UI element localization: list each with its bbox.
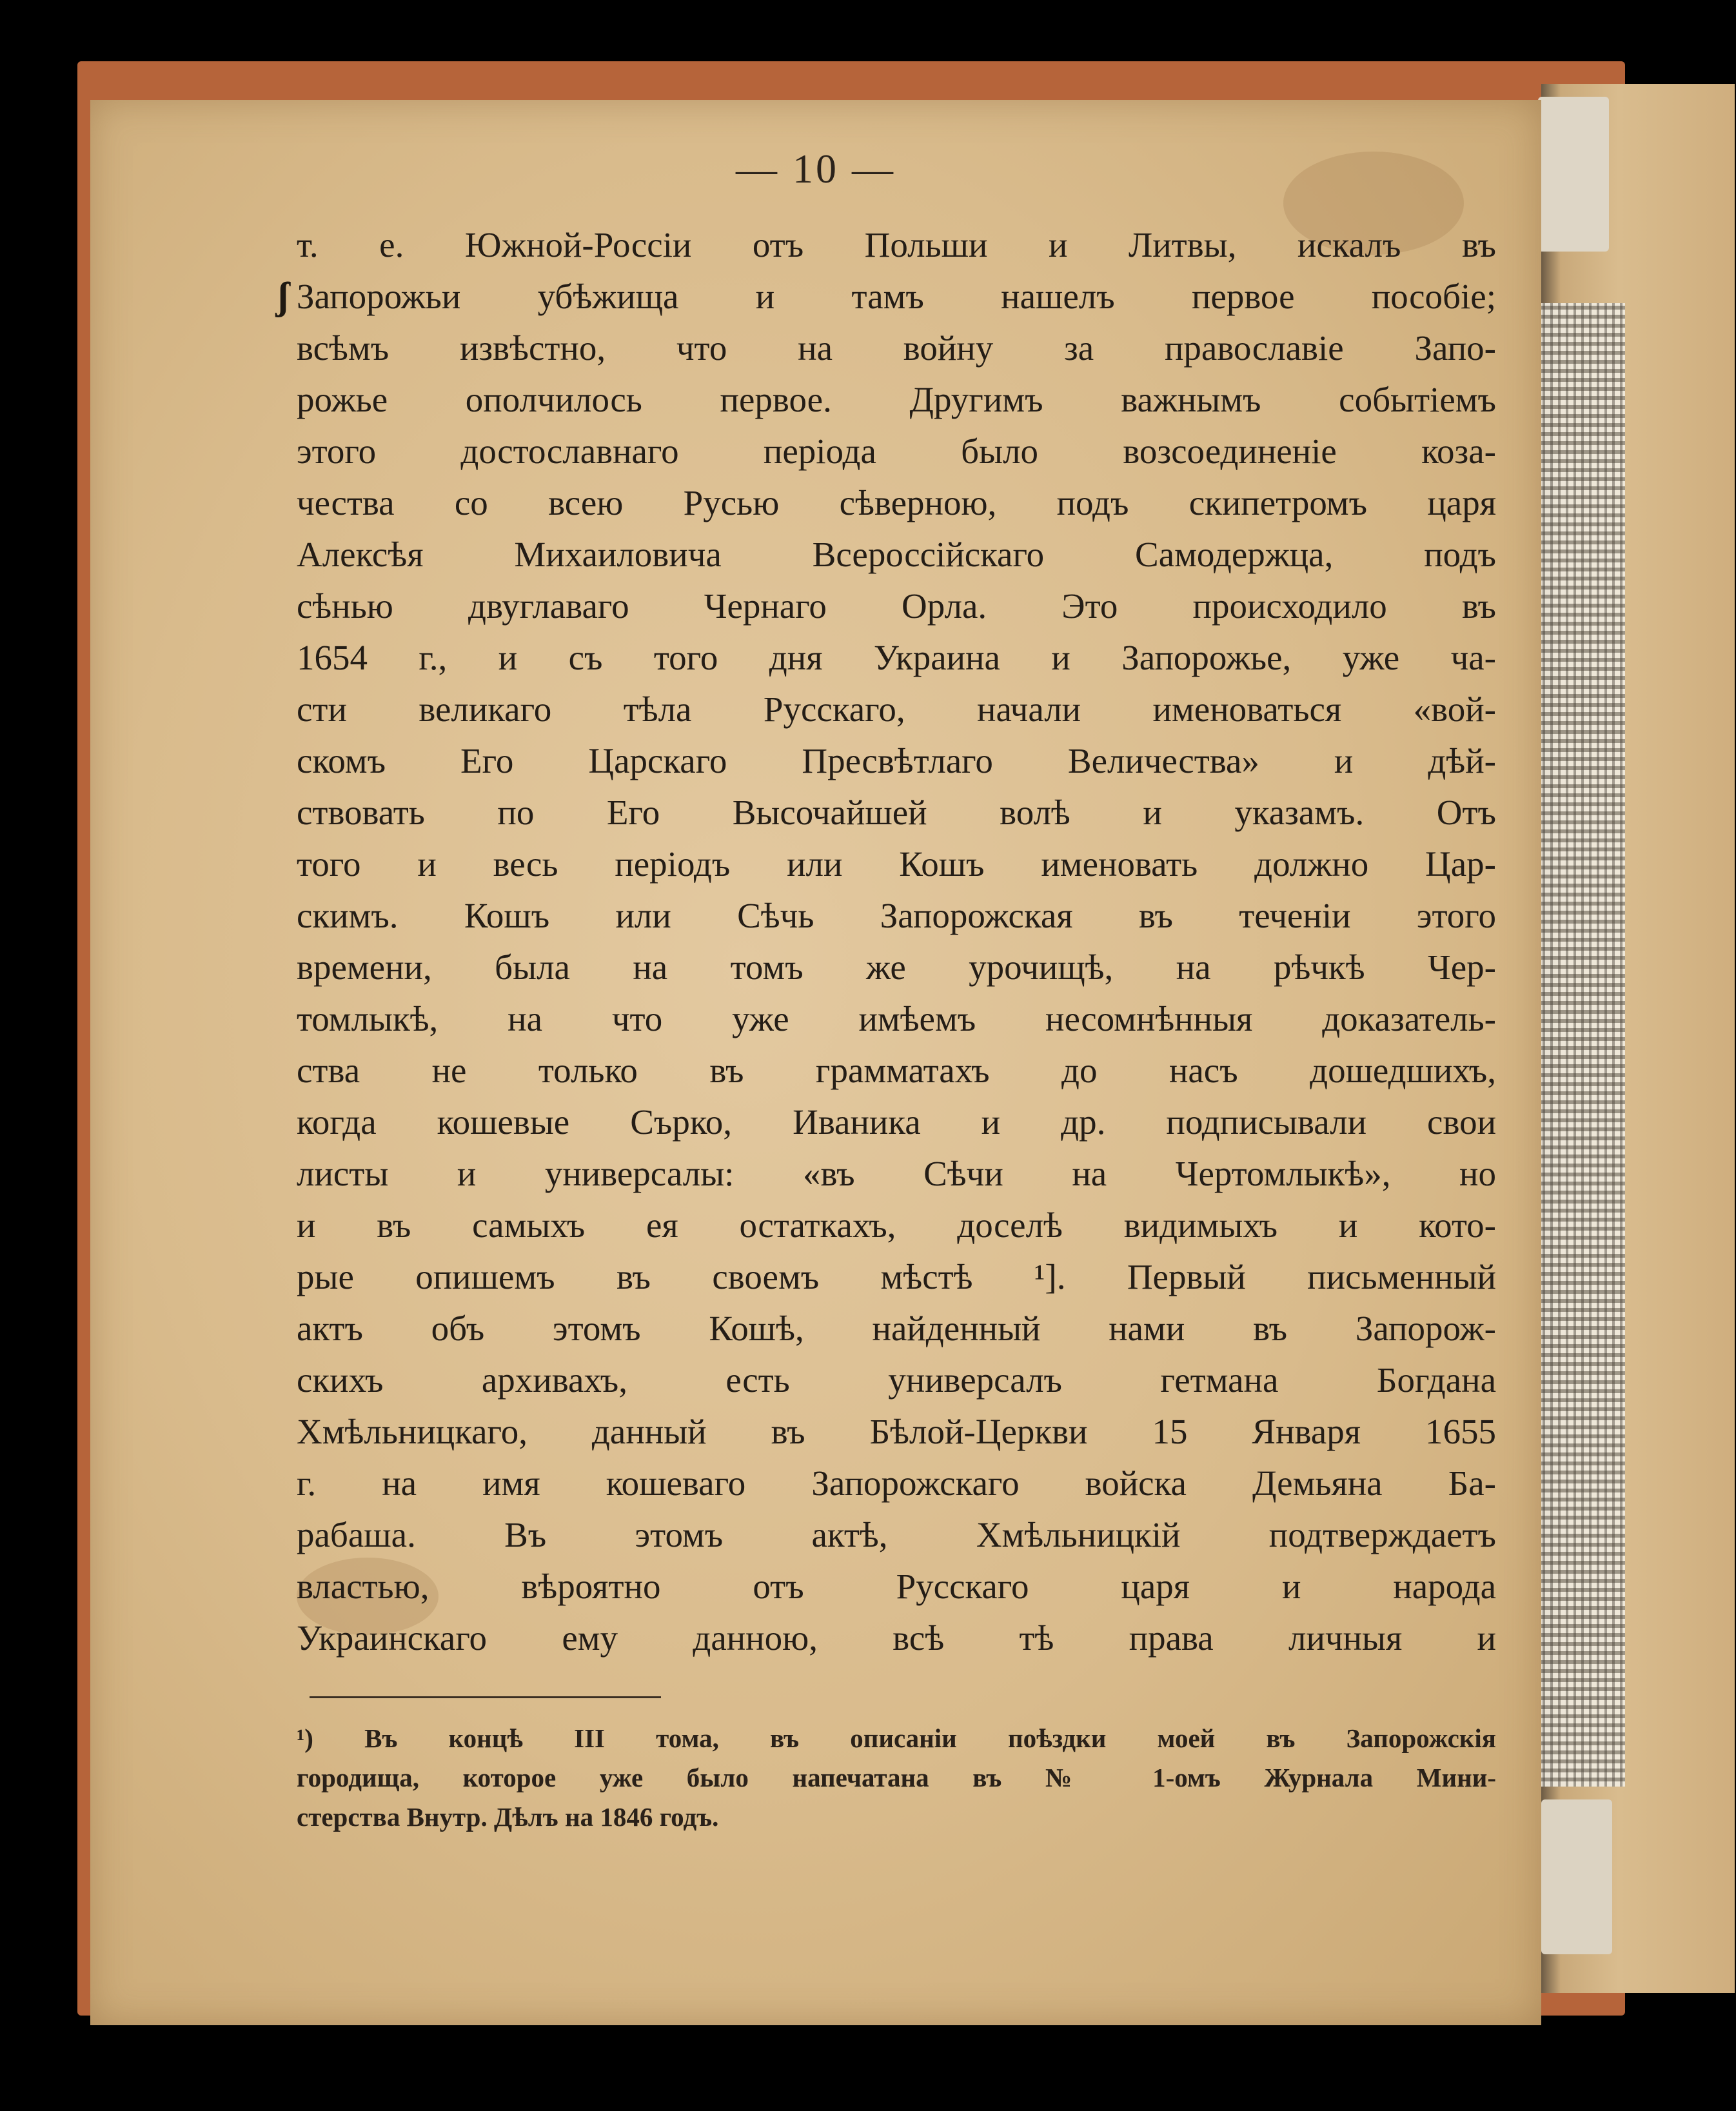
text-line: чества со всею Русью сѣверною, подъ скипетромъ царя: [297, 483, 1496, 522]
text-line: всѣмъ извѣстно, что на войну за православіе Запо-: [297, 328, 1496, 368]
text-line: сти великаго тѣла Русскаго, начали именоваться «вой-: [297, 689, 1496, 729]
page-number: — 10 —: [736, 146, 896, 192]
text-line: Хмѣльницкаго, данный въ Бѣлой-Церкви 15 Января 1655: [297, 1412, 1496, 1451]
text-line: того и весь періодъ или Кошъ именовать должно Цар-: [297, 844, 1496, 884]
text-line: этого достославнаго періода было возсоединеніе коза-: [297, 431, 1496, 471]
text-line: г. на имя кошеваго Запорожскаго войска Демьяна Ба-: [297, 1463, 1496, 1503]
text-line: т. е. Южной-Россіи отъ Польши и Литвы, искалъ въ: [297, 225, 1496, 264]
text-line: когда кошевые Сърко, Иваника и др. подписывали свои: [297, 1102, 1496, 1142]
spine-binding-top: [1538, 97, 1609, 252]
footnote-rule: [310, 1696, 661, 1698]
text-line: скимъ. Кошъ или Сѣчь Запорожская въ теченіи этого: [297, 896, 1496, 935]
text-line: скомъ Его Царскаго Пресвѣтлаго Величества» и дѣй-: [297, 741, 1496, 780]
text-line: скихъ архивахъ, есть универсалъ гетмана Богдана: [297, 1360, 1496, 1400]
book-page: [90, 100, 1541, 2025]
text-line: Алексѣя Михаиловича Всероссійскаго Самодержца, подъ: [297, 535, 1496, 574]
text-line: ствовать по Его Высочайшей волѣ и указамъ. Отъ: [297, 793, 1496, 832]
text-line: Запорожьи убѣжища и тамъ нашелъ первое пособіе;: [297, 277, 1496, 316]
footnote: [297, 1719, 1496, 1837]
text-line: сѣнью двуглаваго Чернаго Орла. Это происходило въ: [297, 586, 1496, 626]
text-line: времени, была на томъ же урочищѣ, на рѣчкѣ Чер-: [297, 947, 1496, 987]
text-line: актъ объ этомъ Кошѣ, найденный нами въ Запорож-: [297, 1309, 1496, 1348]
text-line: ства не только въ грамматахъ до насъ дошедшихъ,: [297, 1051, 1496, 1090]
text-line: рые опишемъ въ своемъ мѣстѣ ¹]. Первый письменный: [297, 1257, 1496, 1296]
spine-binding-bottom: [1541, 1799, 1612, 1954]
text-line: рожье ополчилось первое. Другимъ важнымъ событіемъ: [297, 380, 1496, 419]
footnote-line: городища, которое уже было напечатана въ № 1-омъ Журнала Мини-: [297, 1763, 1496, 1792]
text-line: 1654 г., и съ того дня Украина и Запорожье, уже ча-: [297, 638, 1496, 677]
footnote-line: ¹) Въ концѣ III тома, въ описаніи поѣздки моей въ Запорожскія: [297, 1723, 1496, 1753]
text-line: Украинскаго ему данною, всѣ тѣ права личныя и: [297, 1618, 1496, 1658]
body-text: [297, 219, 1496, 1664]
footnote-line: стерства Внутр. Дѣлъ на 1846 годъ.: [297, 1802, 719, 1832]
spine-binding-gauze: [1535, 303, 1625, 1787]
text-line: и въ самыхъ ея остаткахъ, доселѣ видимыхъ и кото-: [297, 1205, 1496, 1245]
margin-mark: ʃ: [277, 275, 290, 317]
text-line: властью, вѣроятно отъ Русскаго царя и народа: [297, 1567, 1496, 1606]
text-line: листы и универсалы: «въ Сѣчи на Чертомлыкѣ», но: [297, 1154, 1496, 1193]
text-line: рабаша. Въ этомъ актѣ, Хмѣльницкій подтверждаетъ: [297, 1515, 1496, 1554]
text-line: томлыкѣ, на что уже имѣемъ несомнѣнныя доказатель-: [297, 999, 1496, 1038]
